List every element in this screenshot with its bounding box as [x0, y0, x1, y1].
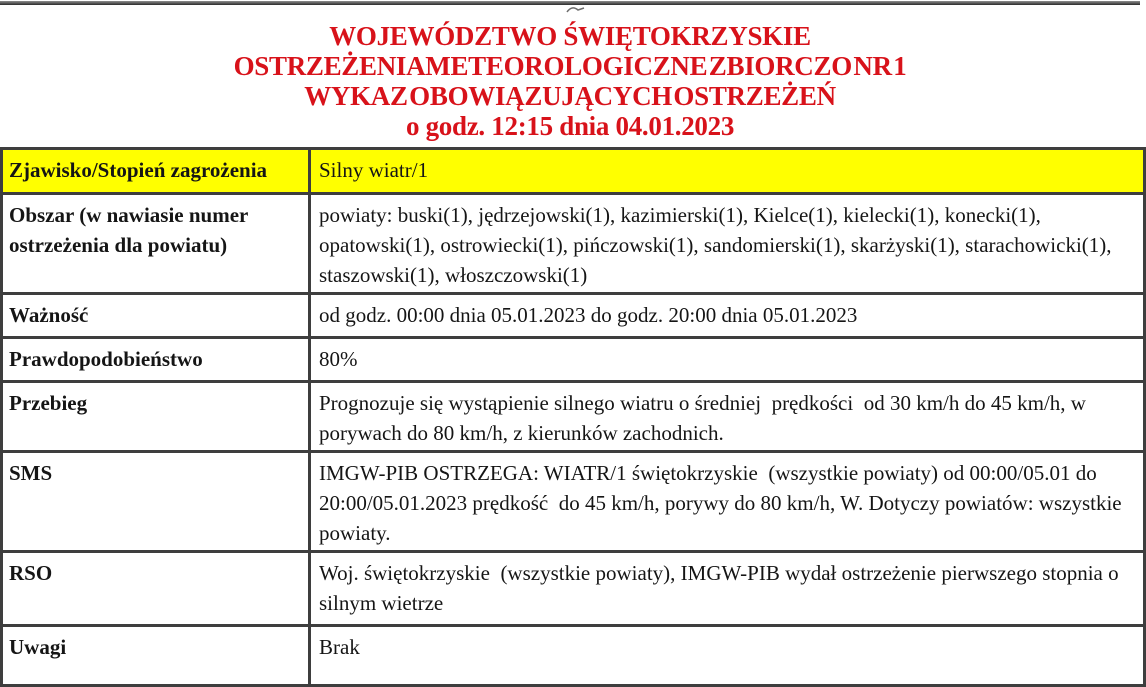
table-row-sms	[2, 452, 1145, 552]
row-value-course: Prognozuje się wystąpienie silnego wiatru o średniej prędkości od 30 km/h do 45 km/h, w porywach do 80 km/h, z kierunków zachodnich.	[310, 382, 1145, 452]
row-value-validity: od godz. 00:00 dnia 05.01.2023 do godz. 20:00 dnia 05.01.2023	[310, 294, 1145, 338]
document-title	[0, 5, 1140, 145]
row-label-phenomenon: Zjawisko/Stopień zagrożenia	[2, 149, 310, 194]
row-value-rso: Woj. świętokrzyskie (wszystkie powiaty), IMGW-PIB wydał ostrzeżenie pierwszego stopnia o silnym wietrze	[310, 552, 1145, 626]
row-label-sms: SMS	[2, 452, 310, 552]
row-value-probability: 80%	[310, 338, 1145, 382]
table-row-area	[2, 194, 1145, 294]
row-value-sms: IMGW-PIB OSTRZEGA: WIATR/1 świętokrzyskie (wszystkie powiaty) od 00:00/05.01 do 20:00/05.01.2023 prędkość do 45 km/h, porywy do 80 km/h, W. Dotyczy powiatów: wszystkie powiaty.	[310, 452, 1145, 552]
title-line-issued-at: o godz. 12:15 dnia 04.01.2023	[405, 111, 735, 141]
title-line-bulletin: OSTRZEŻENIA METEOROLOGICZNE ZBIORCZO NR 1	[233, 51, 907, 81]
row-value-area: powiaty: buski(1), jędrzejowski(1), kazimierski(1), Kielce(1), kielecki(1), konecki(1), opatowski(1), ostrowiecki(1), pińczowski(1), sandomierski(1), skarżyski(1), starachowicki(1), staszowski(1), włoszczowski(1)	[310, 194, 1145, 294]
row-label-remarks: Uwagi	[2, 626, 310, 686]
row-label-probability: Prawdopodobieństwo	[2, 338, 310, 382]
row-label-course: Przebieg	[2, 382, 310, 452]
table-row-rso	[2, 552, 1145, 626]
table-row-validity	[2, 294, 1145, 338]
table-row-probability	[2, 338, 1145, 382]
row-value-remarks: Brak	[310, 626, 1145, 686]
title-line-register: WYKAZ OBOWIĄZUJĄCYCH OSTRZEŻEŃ	[304, 81, 836, 111]
table-row-remarks	[2, 626, 1145, 686]
warning-table	[0, 147, 1146, 687]
table-row-course	[2, 382, 1145, 452]
row-label-validity: Ważność	[2, 294, 310, 338]
row-label-rso: RSO	[2, 552, 310, 626]
title-line-voivodeship: WOJEWÓDZTWO ŚWIĘTOKRZYSKIE	[329, 21, 811, 51]
row-label-area: Obszar (w nawiasie numer ostrzeżenia dla powiatu)	[2, 194, 310, 294]
table-row-phenomenon	[2, 149, 1145, 194]
row-value-phenomenon: Silny wiatr/1	[310, 149, 1145, 194]
